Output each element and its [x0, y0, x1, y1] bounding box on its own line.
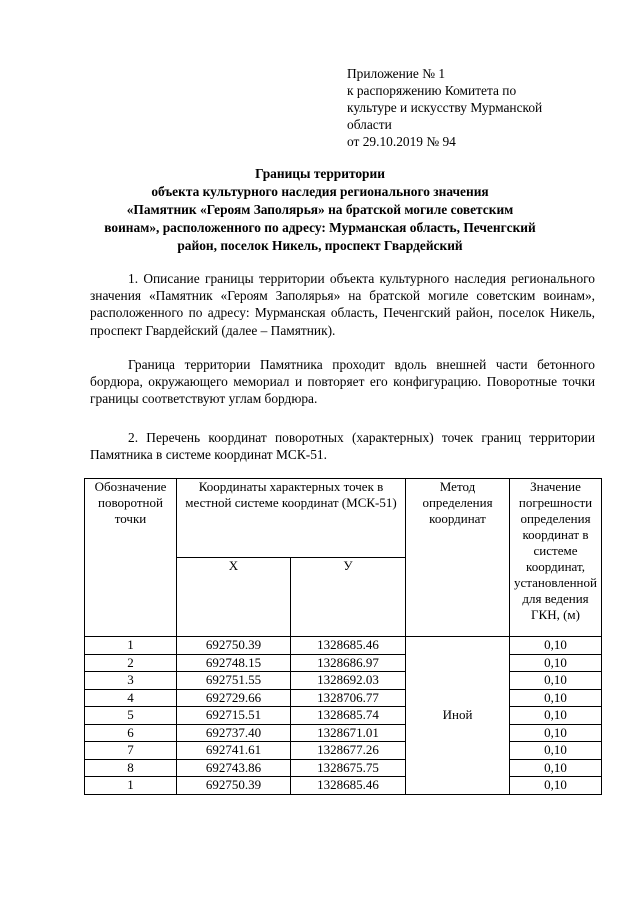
cell-x: 692743.86 [177, 759, 291, 777]
cell-accuracy: 0,10 [510, 759, 602, 777]
appendix-line: к распоряжению Комитета по [347, 83, 517, 98]
cell-accuracy: 0,10 [510, 707, 602, 725]
table-row [85, 724, 602, 742]
title-line: район, поселок Никель, проспект Гвардейский [177, 238, 463, 253]
cell-point: 7 [85, 742, 177, 760]
cell-y: 1328671.01 [291, 724, 406, 742]
cell-point: 4 [85, 689, 177, 707]
cell-x: 692748.15 [177, 654, 291, 672]
table-row [85, 637, 602, 655]
table-row [85, 654, 602, 672]
cell-accuracy: 0,10 [510, 689, 602, 707]
header-y: У [291, 558, 406, 637]
cell-x: 692729.66 [177, 689, 291, 707]
cell-point: 1 [85, 777, 177, 795]
table-row [85, 742, 602, 760]
cell-y: 1328686.97 [291, 654, 406, 672]
title-line: объекта культурного наследия регионального значения [151, 184, 489, 199]
cell-method: Иной [406, 637, 510, 795]
coordinates-table [84, 478, 602, 795]
cell-y: 1328706.77 [291, 689, 406, 707]
cell-point: 2 [85, 654, 177, 672]
cell-x: 692715.51 [177, 707, 291, 725]
cell-y: 1328685.74 [291, 707, 406, 725]
cell-accuracy: 0,10 [510, 672, 602, 690]
appendix-header [347, 65, 593, 150]
cell-x: 692750.39 [177, 637, 291, 655]
cell-accuracy: 0,10 [510, 777, 602, 795]
cell-point: 6 [85, 724, 177, 742]
section-1-boundary: Граница территории Памятника проходит вдоль внешней части бетонного бордюра, окружающего мемориал и повторяет его конфигурацию. Поворотные точки границы соответствуют углам бордюра. [90, 357, 595, 407]
cell-y: 1328677.26 [291, 742, 406, 760]
title-line: «Памятник «Героям Заполярья» на братской могиле советским [126, 202, 514, 217]
cell-y: 1328685.46 [291, 777, 406, 795]
title-line: воинам», расположенного по адресу: Мурманская область, Печенгский [104, 220, 536, 235]
cell-y: 1328692.03 [291, 672, 406, 690]
header-point: Обозначение поворотной точки [85, 479, 177, 637]
header-method: Метод определения координат [406, 479, 510, 637]
cell-accuracy: 0,10 [510, 637, 602, 655]
section-2-intro: 2. Перечень координат поворотных (характерных) точек границ территории Памятника в системе координат МСК-51. [90, 430, 595, 463]
cell-point: 3 [85, 672, 177, 690]
cell-point: 8 [85, 759, 177, 777]
appendix-line: области [347, 117, 392, 132]
document-title [95, 165, 545, 255]
cell-x: 692750.39 [177, 777, 291, 795]
table-row [85, 759, 602, 777]
header-accuracy: Значение погрешности определения координат в системе координат, установленной для ведения ГКН, (м) [510, 479, 602, 637]
cell-accuracy: 0,10 [510, 742, 602, 760]
cell-point: 1 [85, 637, 177, 655]
appendix-line: культуре и искусству Мурманской [347, 100, 543, 115]
appendix-line: от 29.10.2019 № 94 [347, 134, 456, 149]
cell-accuracy: 0,10 [510, 654, 602, 672]
table-row [85, 777, 602, 795]
appendix-line: Приложение № 1 [347, 66, 446, 81]
cell-y: 1328685.46 [291, 637, 406, 655]
cell-x: 692741.61 [177, 742, 291, 760]
cell-accuracy: 0,10 [510, 724, 602, 742]
cell-x: 692737.40 [177, 724, 291, 742]
table-row [85, 707, 602, 725]
cell-x: 692751.55 [177, 672, 291, 690]
header-coords: Координаты характерных точек в местной системе координат (МСК-51) [177, 479, 406, 558]
header-x: Х [177, 558, 291, 637]
title-line: Границы территории [255, 166, 385, 181]
section-1-description: 1. Описание границы территории объекта культурного наследия регионального значения «Памятник «Героям Заполярья» на братской могиле советским воинам», расположенного по адресу: Мурманская область, Печенгский район, поселок Никель, проспект Гвардейский (далее – Памятник). [90, 271, 595, 338]
table-row [85, 672, 602, 690]
cell-y: 1328675.75 [291, 759, 406, 777]
table-row [85, 689, 602, 707]
cell-point: 5 [85, 707, 177, 725]
